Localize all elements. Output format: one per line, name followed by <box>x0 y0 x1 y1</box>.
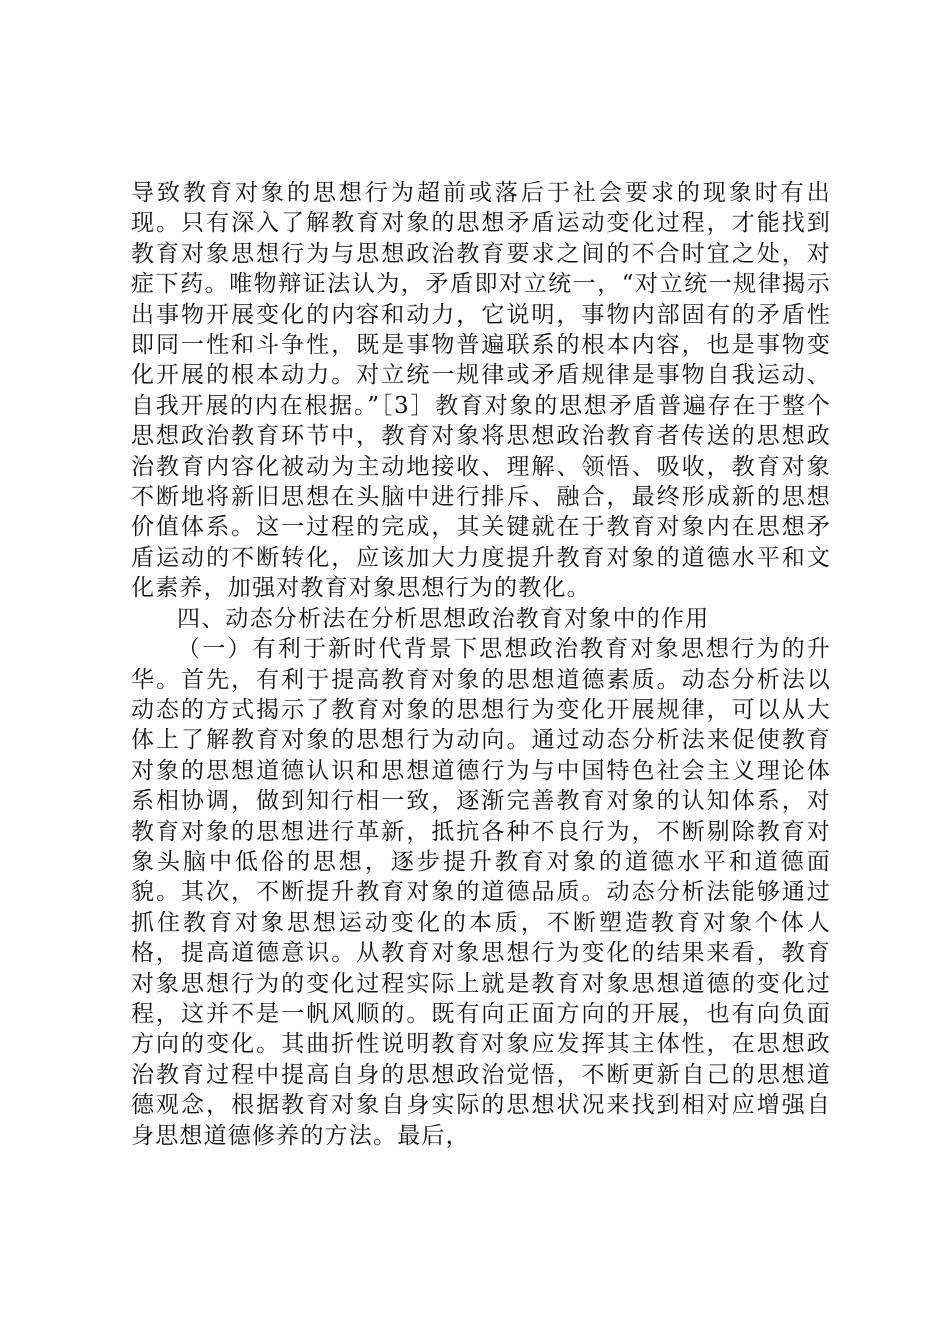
paragraph-continuation: 导致教育对象的思想行为超前或落后于社会要求的现象时有出现。只有深入了解教育对象的思想矛盾运动变化过程，才能找到教育对象思想行为与思想政治教育要求之间的不合时宜之处，对症下药。唯物辩证法认为，矛盾即对立统一，“对立统一规律揭示出事物开展变化的内容和动力，它说明，事物内部固有的矛盾性即同一性和斗争性，既是事物普遍联系的根本内容，也是事物变化开展的根本动力。对立统一规律或矛盾规律是事物自我运动、自我开展的内在根据。”［3］教育对象的思想矛盾普遍存在于整个思想政治教育环节中，教育对象将思想政治教育者传送的思想政治教育内容化被动为主动地接收、理解、领悟、吸收，教育对象不断地将新旧思想在头脑中进行排斥、融合，最终形成新的思想价值体系。这一过程的完成，其关键就在于教育对象内在思想矛盾运动的不断转化，应该加大力度提升教育对象的道德水平和文化素养，加强对教育对象思想行为的教化。 <box>131 180 831 602</box>
section-heading: 四、动态分析法在分析思想政治教育对象中的作用 <box>177 605 710 632</box>
paragraph-subsection-one: （一）有利于新时代背景下思想政治教育对象思想行为的升华。首先，有利于提高教育对象的思想道德素质。动态分析法以动态的方式揭示了教育对象的思想行为变化开展规律，可以从大体上了解教育对象的思想行为动向。通过动态分析法来促使教育对象的思想道德认识和思想道德行为与中国特色社会主义理论体系相协调，做到知行相一致，逐渐完善教育对象的认知体系，对教育对象的思想进行革新，抵抗各种不良行为，不断剔除教育对象头脑中低俗的思想，逐步提升教育对象的道德水平和道德面貌。其次，不断提升教育对象的道德品质。动态分析法能够通过抓住教育对象思想运动变化的本质，不断塑造教育对象个体人格，提高道德意识。从教育对象思想行为变化的结果来看，教育对象思想行为的变化过程实际上就是教育对象思想道德的变化过程，这并不是一帆风顺的。既有向正面方向的开展，也有向负面方向的变化。其曲折性说明教育对象应发挥其主体性，在思想政治教育过程中提高自身的思想政治觉悟，不断更新自己的思想道德观念，根据教育对象自身实际的思想状况来找到相对应增强自身思想道德修养的方法。最后， <box>131 636 831 1149</box>
body-text <box>131 178 831 1151</box>
